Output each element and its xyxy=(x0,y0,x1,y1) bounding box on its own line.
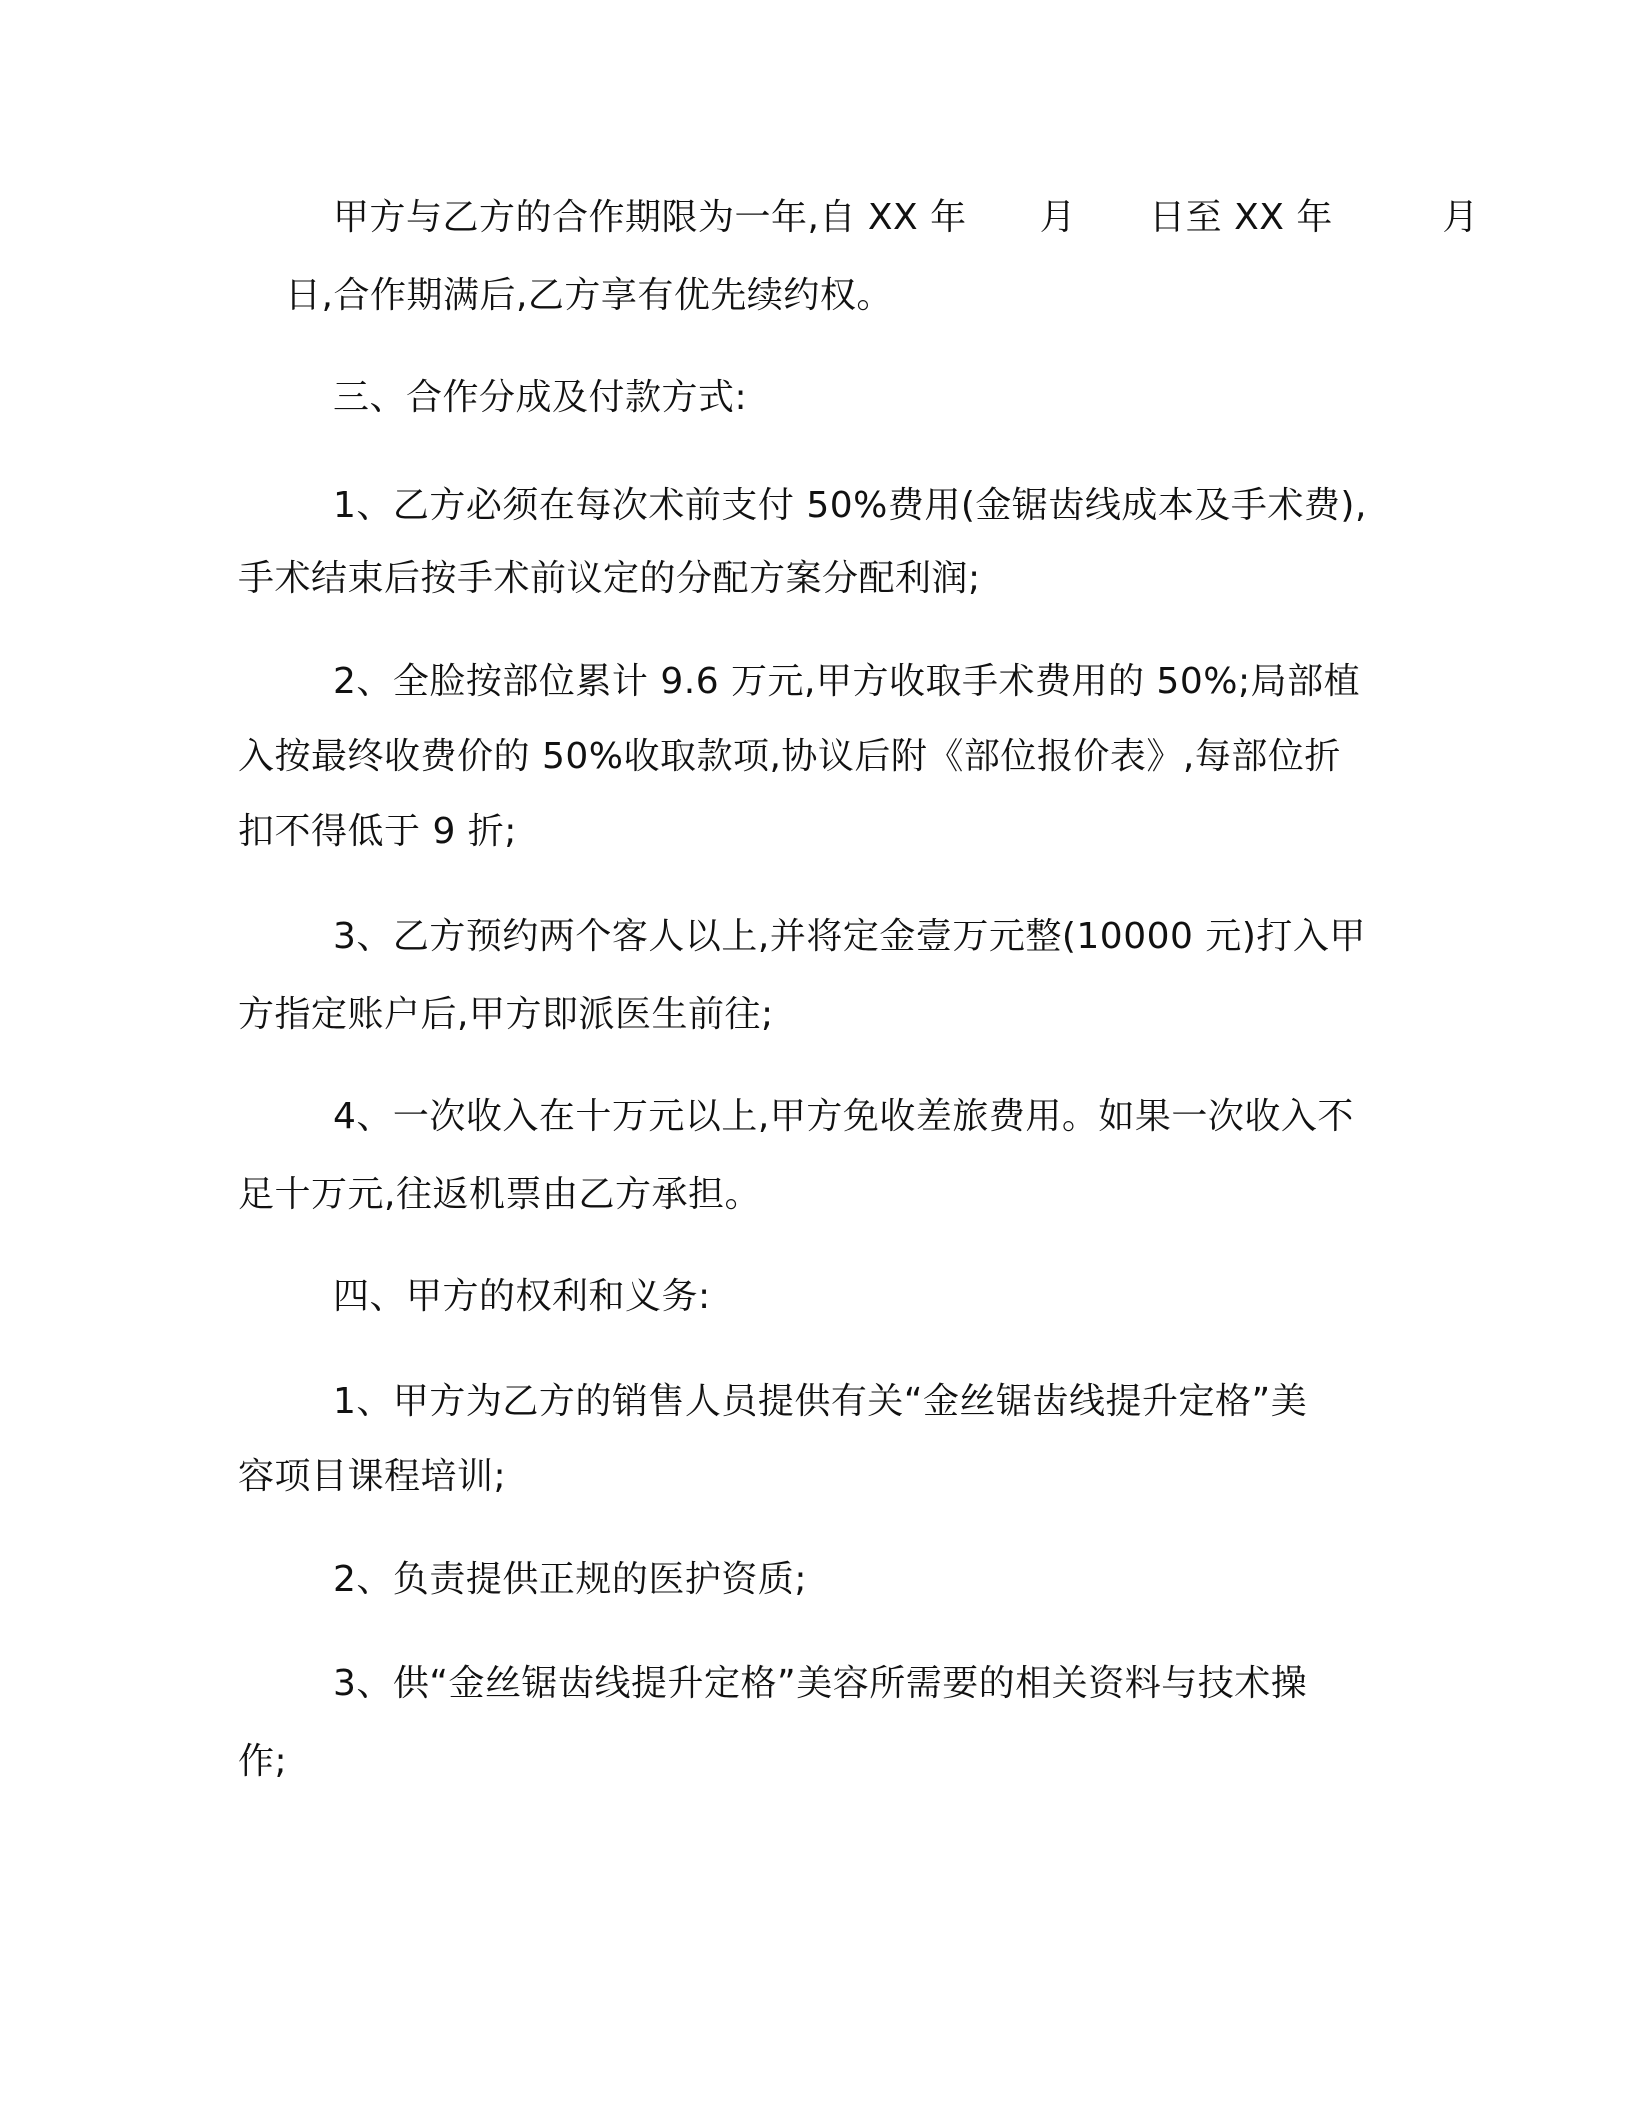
s4-item-3-line-2: 作; xyxy=(238,1741,288,1782)
s3-item-4-line-1: 4、一次收入在十万元以上,甲方免收差旅费用。如果一次收入不 xyxy=(333,1096,1354,1137)
s4-item-3-line-1: 3、供“金丝锯齿线提升定格”美容所需要的相关资料与技术操 xyxy=(333,1663,1308,1704)
s4-item-1-line-1: 1、甲方为乙方的销售人员提供有关“金丝锯齿线提升定格”美 xyxy=(333,1381,1308,1422)
s3-item-2-line-2: 入按最终收费价的 50%收取款项,协议后附《部位报价表》,每部位折 xyxy=(238,736,1341,777)
s3-item-4-line-2: 足十万元,往返机票由乙方承担。 xyxy=(238,1174,761,1215)
s4-item-2-line-1: 2、负责提供正规的医护资质; xyxy=(333,1559,808,1600)
s3-item-1-line-1: 1、乙方必须在每次术前支付 50%费用(金锯齿线成本及手术费), xyxy=(333,485,1367,526)
s3-item-2-line-1: 2、全脸按部位累计 9.6 万元,甲方收取手术费用的 50%;局部植 xyxy=(333,661,1361,702)
section-4-heading: 四、甲方的权利和义务: xyxy=(333,1276,711,1317)
s3-item-3-line-2: 方指定账户后,甲方即派医生前往; xyxy=(238,994,774,1035)
term-line-2: 日,合作期满后,乙方享有优先续约权。 xyxy=(285,275,893,316)
section-3-heading: 三、合作分成及付款方式: xyxy=(333,377,748,418)
s4-item-1-line-2: 容项目课程培训; xyxy=(238,1456,507,1497)
s3-item-1-line-2: 手术结束后按手术前议定的分配方案分配利润; xyxy=(238,558,981,599)
s3-item-2-line-3: 扣不得低于 9 折; xyxy=(238,811,517,852)
s3-item-3-line-1: 3、乙方预约两个客人以上,并将定金壹万元整(10000 元)打入甲 xyxy=(333,916,1366,957)
term-line-1: 甲方与乙方的合作期限为一年,自 XX 年 月 日至 XX 年 月 xyxy=(333,197,1479,238)
